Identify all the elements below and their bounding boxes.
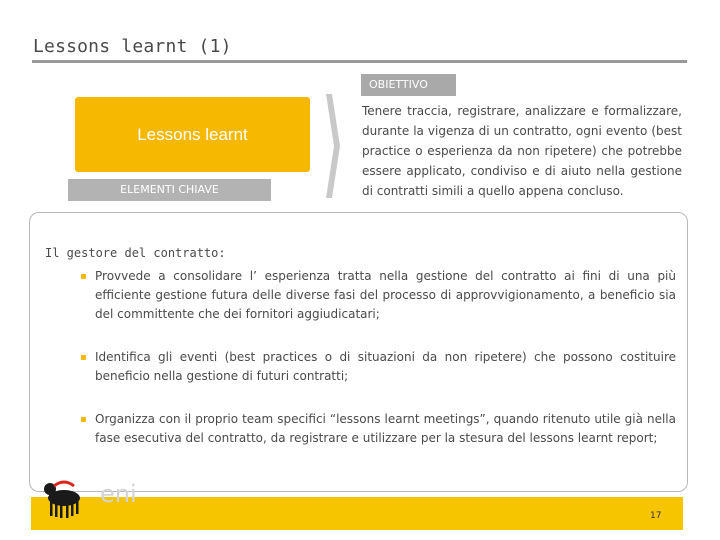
- bullet-item: [80, 348, 676, 386]
- slide-title: Lessons learnt (1): [33, 36, 232, 57]
- obiettivo-tab: OBIETTIVO: [361, 74, 456, 96]
- gestore-intro: Il gestore del contratto:: [45, 246, 226, 260]
- eni-logo-text: eni: [100, 480, 137, 508]
- lessons-learnt-label: Lessons learnt: [137, 124, 248, 144]
- obiettivo-text: Tenere traccia, registrare, analizzare e formalizzare, durante la vigenza di un contratto, ogni evento (best practice o esperienza da non ripetere) che potrebbe essere applicato, condiviso e di aiuto nella gestione di contratti simili a quello appena concluso.: [362, 104, 682, 198]
- title-rule: [32, 60, 687, 63]
- bullet-text: Identifica gli eventi (best practices o di situazioni da non ripetere) che possono costituire beneficio nella gestione di futuri contratti;: [95, 350, 676, 383]
- lessons-learnt-box: [75, 97, 310, 172]
- bullet-item: [80, 267, 676, 324]
- bullet-square-icon: ▪: [80, 271, 87, 282]
- page-number: 17: [650, 511, 662, 521]
- bullet-item: [80, 410, 676, 448]
- bullet-square-icon: ▪: [80, 352, 87, 363]
- bullet-text: Provvede a consolidare l’ esperienza tratta nella gestione del contratto ai fini di una più efficiente gestione futura delle diverse fasi del processo di approvvigionamento, a beneficio sia del committente che dei fornitori aggiudicatari;: [95, 269, 676, 321]
- eni-logo: [40, 476, 150, 522]
- chevron-divider: [326, 94, 340, 198]
- bullet-text: Organizza con il proprio team specifici “lessons learnt meetings”, quando ritenuto utile già nella fase esecutiva del contratto, da registrare e utilizzare per la stesura del lessons learnt report;: [95, 412, 676, 445]
- elementi-chiave-tab: ELEMENTI CHIAVE: [68, 179, 271, 201]
- bullet-square-icon: ▪: [80, 414, 87, 425]
